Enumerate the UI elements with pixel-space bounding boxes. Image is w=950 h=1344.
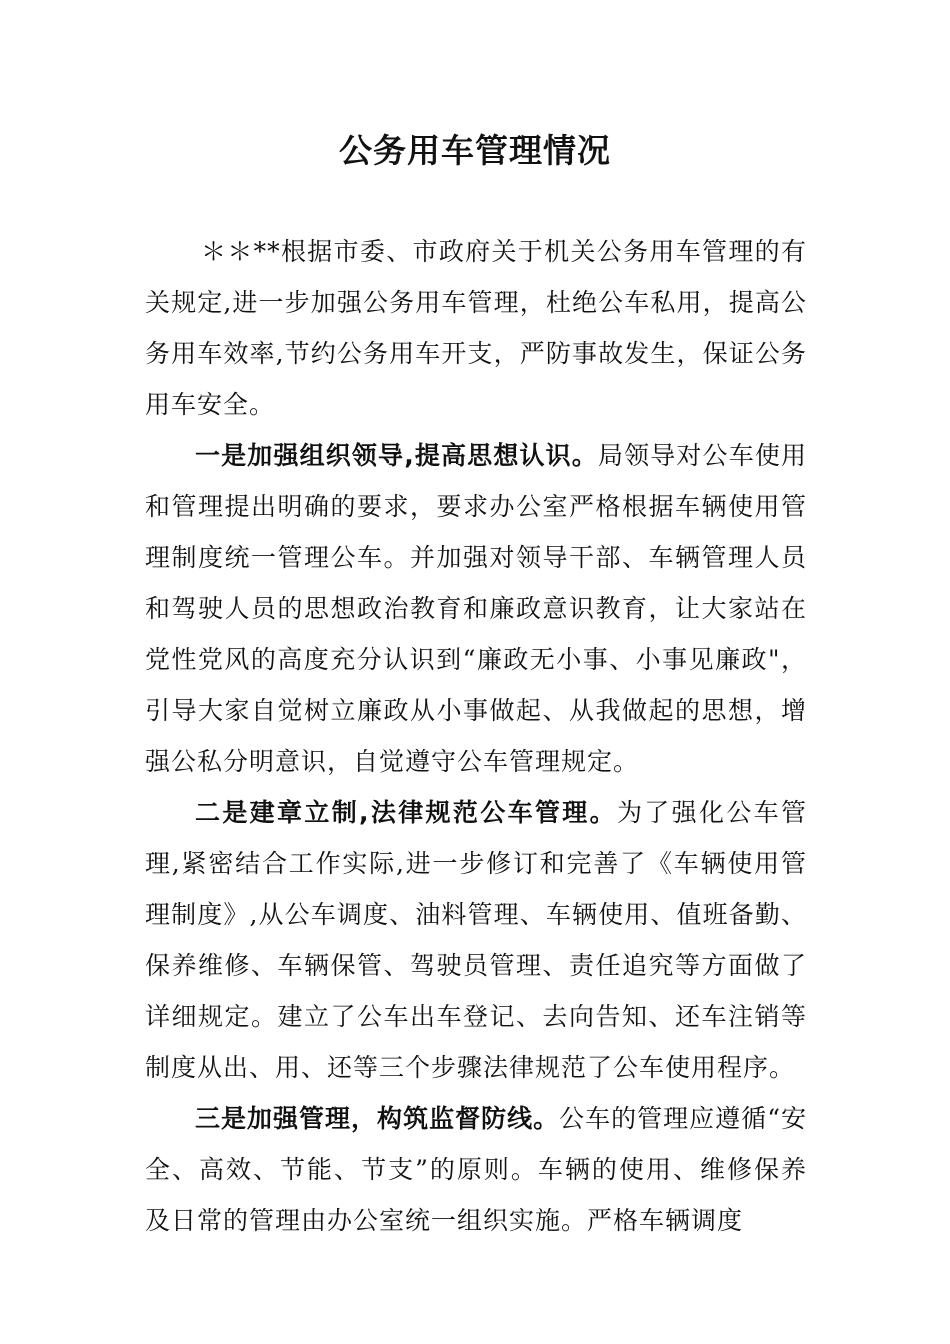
paragraph-intro (145, 226, 807, 430)
paragraph-supervision-text: 公车的管理应遵循“安全、高效、节能、节支”的原则。车辆的使用、维修保养及日常的管理由办公室统一组织实施。严格车辆调度 (145, 1104, 807, 1235)
paragraph-supervision (145, 1093, 807, 1246)
document-body (145, 226, 807, 1246)
paragraph-regulations-heading: 二是建章立制,法律规范公车管理。 (195, 798, 617, 827)
document-title: 公务用车管理情况 (339, 131, 611, 170)
paragraph-intro-text: ＊＊**根据市委、市政府关于机关公务用车管理的有关规定,进一步加强公务用车管理，杜绝公车私用，提高公务用车效率,节约公务用车开支，严防事故发生，保证公务用车安全。 (145, 237, 807, 419)
paragraph-organization-text: 局领导对公车使用和管理提出明确的要求，要求办公室严格根据车辆使用管理制度统一管理公车。并加强对领导干部、车辆管理人员和驾驶人员的思想政治教育和廉政意识教育，让大家站在党性党风的高度充分认识到“廉政无小事、小事见廉政"，引导大家自觉树立廉政从小事做起、从我做起的思想，增强公私分明意识，自觉遵守公车管理规定。 (145, 441, 807, 776)
paragraph-organization-heading: 一是加强组织领导,提高思想认识。 (195, 441, 598, 470)
paragraph-supervision-heading: 三是加强管理，构筑监督防线。 (195, 1104, 560, 1133)
paragraph-regulations (145, 787, 807, 1093)
paragraph-organization (145, 430, 807, 787)
paragraph-regulations-text: 为了强化公车管理,紧密结合工作实际,进一步修订和完善了《车辆使用管理制度》,从公车调度、油料管理、车辆使用、值班备勤、保养维修、车辆保管、驾驶员管理、责任追究等方面做了详细规定。建立了公车出车登记、去向告知、还车注销等制度从出、用、还等三个步骤法律规范了公车使用程序。 (145, 798, 807, 1082)
